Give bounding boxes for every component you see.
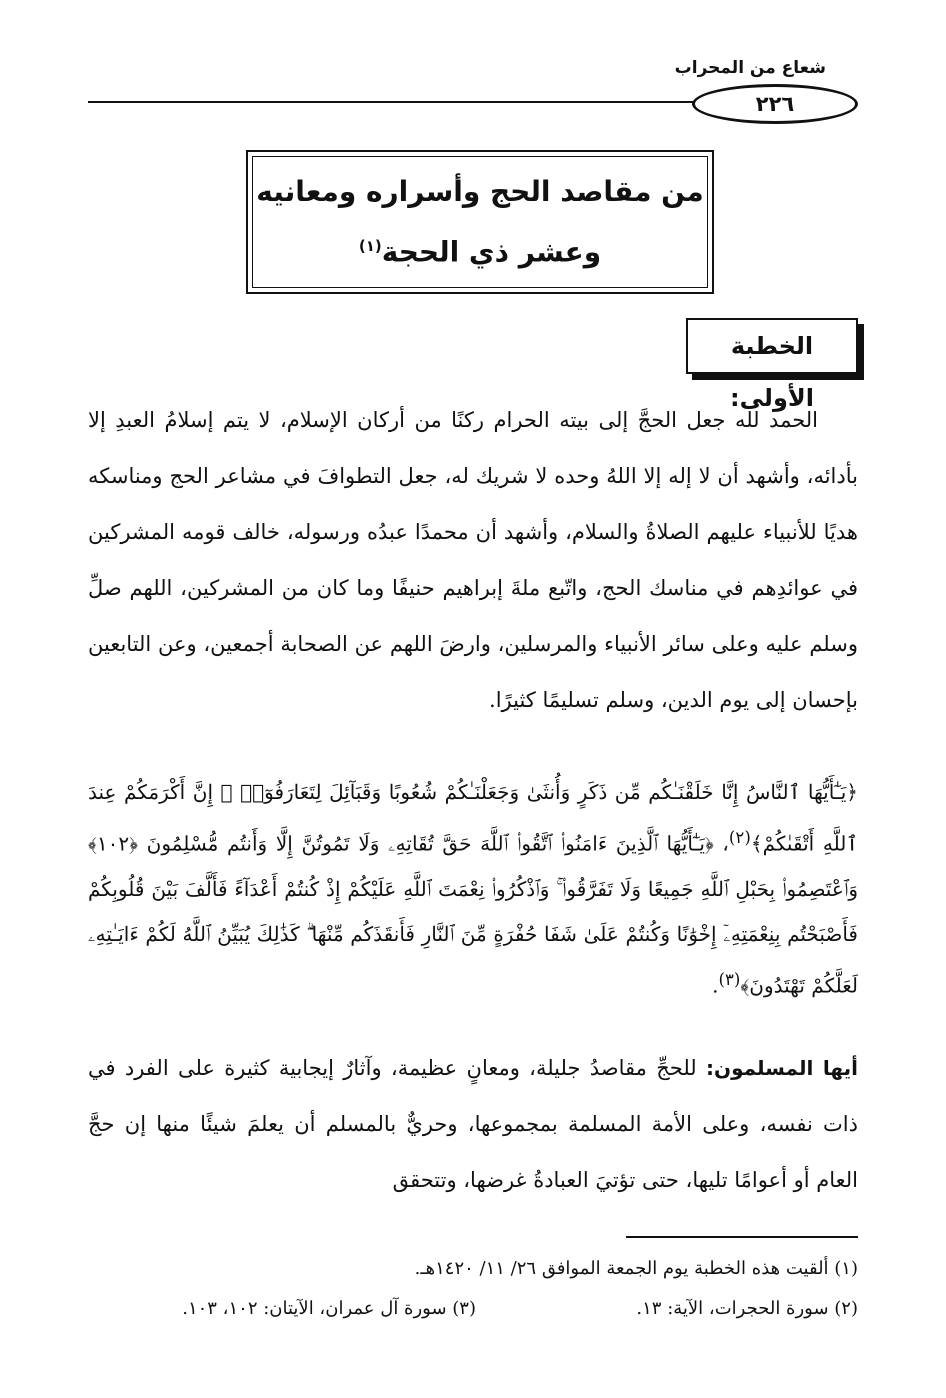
section-heading: الخطبة الأولى: (686, 318, 858, 374)
quran-verses (88, 770, 858, 1008)
page-number: ٢٢٦ (692, 84, 858, 124)
verse-end: . (712, 973, 719, 998)
paragraph-muslims (88, 1040, 858, 1208)
chapter-title-frame (246, 150, 714, 294)
paragraph-lead: أيها المسلمون: (706, 1056, 858, 1080)
chapter-title-line2 (359, 219, 601, 279)
footnote-1: (١) ألقيت هذه الخطبة يوم الجمعة الموافق ٢٦/ ١١/ ١٤٢٠هـ. (414, 1258, 858, 1279)
chapter-title-line2-text: وعشر ذي الحجة (381, 235, 602, 269)
verse-hujurat: ﴿يَـٰٓأَيُّهَا ٱلنَّاسُ إِنَّا خَلَقْنَـٰكُم مِّن ذَكَرٍ وَأُنثَىٰ وَجَعَلْنَـٰكُمْ شُعُوبًا وَقَبَآئِلَ لِتَعَارَفُوٓا۟ ۚ إِنَّ أَكْرَمَكُمْ عِندَ ٱللَّهِ أَتْقَىٰكُمْ﴾ (88, 780, 859, 856)
book-title: شعاع من المحراب (674, 58, 826, 78)
footnote-rule (626, 1236, 858, 1238)
title-footnote-ref: (١) (358, 236, 382, 255)
paragraph-muslims-text: للحجِّ مقاصدُ جليلة، ومعانٍ عظيمة، وآثارٌ إيجابية كثيرة على الفرد في ذات نفسه، وعلى الأمة المسلمة بمجموعها، وحريٌّ بالمسلم أن يعلمَ شيئًا منها إن حجَّ العام أو أعوامًا تليها، حتى تؤتيَ العبادةُ غرضها، وتتحقق (88, 1056, 858, 1192)
verse-ref-2: (٢) (728, 828, 751, 847)
paragraph-opening (88, 392, 858, 728)
verse-separator: ، (713, 831, 729, 856)
footnote-3: (٣) سورة آل عمران، الآيتان: ١٠٢، ١٠٣. (182, 1298, 476, 1319)
verse-ref-3: (٣) (718, 969, 741, 989)
footnote-2: (٢) سورة الحجرات، الآية: ١٣. (636, 1298, 858, 1319)
header-rule (88, 101, 693, 103)
verse-al-imran: ﴿يَـٰٓأَيُّهَا ٱلَّذِينَ ءَامَنُوا۟ ٱتَّقُوا۟ ٱللَّهَ حَقَّ تُقَاتِهِۦ وَلَا تَمُوتُنَّ إِلَّا وَأَنتُم مُّسْلِمُونَ ﴿١٠٢﴾ وَٱعْتَصِمُوا۟ بِحَبْلِ ٱللَّهِ جَمِيعًا وَلَا تَفَرَّقُوا۟ ۚ وَٱذْكُرُوا۟ نِعْمَتَ ٱللَّهِ عَلَيْكُمْ إِذْ كُنتُمْ أَعْدَآءً فَأَلَّفَ بَيْنَ قُلُوبِكُمْ فَأَصْبَحْتُم بِنِعْمَتِهِۦٓ إِخْوَٰنًا وَكُنتُمْ عَلَىٰ شَفَا حُفْرَةٍ مِّنَ ٱلنَّارِ فَأَنقَذَكُم مِّنْهَا ۗ كَذَٰلِكَ يُبَيِّنُ ٱللَّهُ لَكُمْ ءَايَـٰتِهِۦ لَعَلَّكُمْ تَهْتَدُونَ﴾ (88, 831, 858, 998)
chapter-title-line1: من مقاصد الحج وأسراره ومعانيه (256, 174, 704, 208)
paragraph-opening-text: الحمد لله جعل الحجَّ إلى بيته الحرام ركنًا من أركان الإسلام، لا يتم إسلامُ العبدِ إلا بأدائه، وأشهد أن لا إله إلا اللهُ وحده لا شريك له، جعل التطوافَ في مشاعر الحج ومناسكه هديًا للأنبياء عليهم الصلاةُ والسلام، وأشهد أن محمدًا عبدُه ورسوله، خالف قومه المشركين في عوائدِهم في مناسك الحج، واتّبع ملةَ إبراهيم حنيفًا وما كان من المشركين، اللهم صلِّ وسلم عليه وعلى سائر الأنبياء والمرسلين، وارضَ اللهم عن الصحابة أجمعين، وعن التابعين بإحسان إلى يوم الدين، وسلم تسليمًا كثيرًا. (88, 408, 858, 712)
chapter-title-inner (252, 156, 708, 288)
